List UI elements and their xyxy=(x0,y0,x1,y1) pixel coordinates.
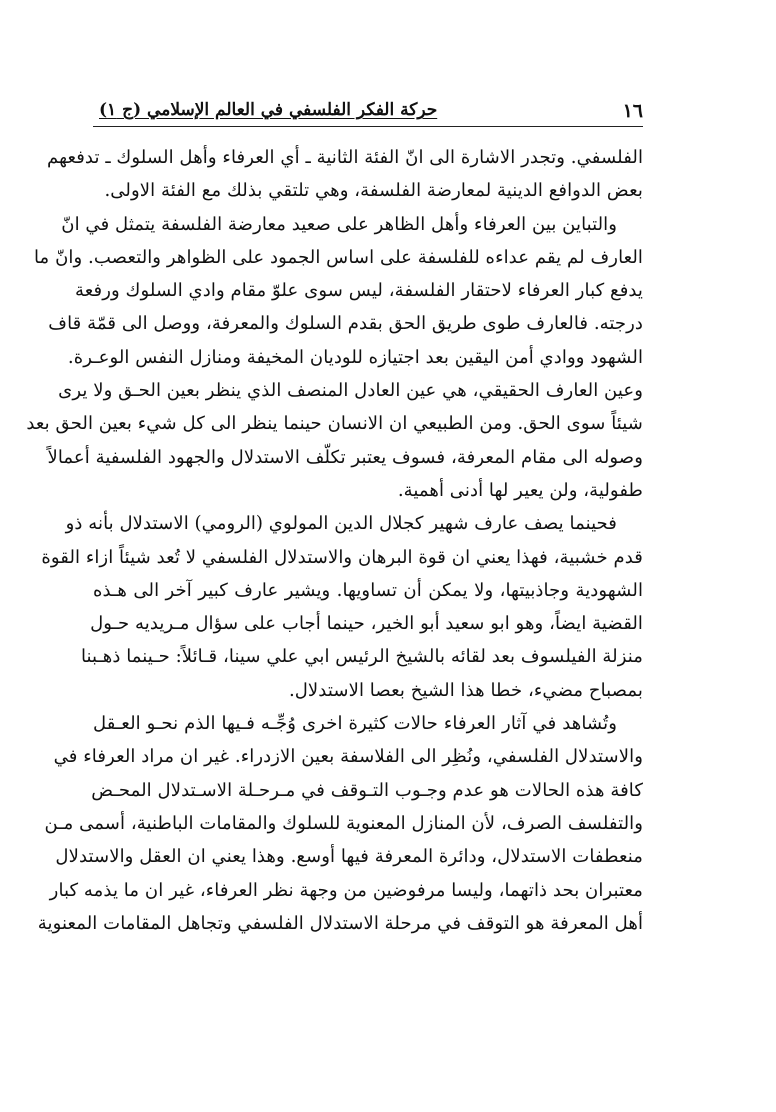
page-number: ١٦ xyxy=(622,100,643,122)
text-line: أهل المعرفة هو التوقف في مرحلة الاستدلال الفلسفي وتجاهل المقامات المعنوية xyxy=(37,912,643,934)
body-text xyxy=(26,141,643,940)
text-line: منزلة الفيلسوف بعد لقائه بالشيخ الرئيس ابي علي سينا، قـائلاً: حـينما ذهـبنا xyxy=(80,646,643,668)
text-line: وصوله الى مقام المعرفة، فسوف يعتبر تكلّف الاستدلال والجهود الفلسفية أعمالاً xyxy=(47,446,643,468)
text-line: الشهودية وجاذبيتها، ولا يمكن أن تساويها. ويشير عارف كبير آخر الى هـذه xyxy=(93,579,643,601)
text-line: منعطفات الاستدلال، ودائرة المعرفة فيها أوسع. وهذا يعني ان العقل والاستدلال xyxy=(55,846,643,868)
running-title: حركة الفكر الفلسفي في العالم الإسلامي (ج ١) xyxy=(99,100,438,120)
text-line: فحينما يصف عارف شهير كجلال الدين المولوي (الرومي) الاستدلال بأنه ذو xyxy=(65,513,617,535)
text-line: العارف لم يقم عداءه للفلسفة على اساس الجمود على الظواهر والتعصب. وانّ ما xyxy=(34,246,643,268)
book-page xyxy=(26,94,643,940)
text-line: قدم خشبية، فهذا يعني ان قوة البرهان والاستدلال الفلسفي لا تُعد شيئاً ازاء القوة xyxy=(41,546,643,568)
text-line: والاستدلال الفلسفي، ونُظِر الى الفلاسفة بعين الازدراء. غير ان مراد العرفاء في xyxy=(53,746,643,768)
text-line: القضية ايضاً، وهو ابو سعيد أبو الخير، حينما أجاب على سؤال مـريديه حـول xyxy=(90,613,643,635)
text-line: شيئاً سوى الحق. ومن الطبيعي ان الانسان حينما ينظر الى كل شيء بعين الحق بعد xyxy=(26,413,643,435)
paragraph xyxy=(46,141,643,208)
paragraph xyxy=(37,707,643,940)
text-line: الشهود ووادي أمن اليقين بعد اجتيازه للوديان المخيفة ومنازل النفس الوعـرة. xyxy=(67,346,643,368)
text-line: والتباين بين العرفاء وأهل الظاهر على صعيد معارضة الفلسفة يتمثل في انّ xyxy=(61,213,617,235)
text-line: وتُشاهد في آثار العرفاء حالات كثيرة اخرى وُجِّـه فـيها الذم نحـو العـقل xyxy=(93,713,617,735)
text-line: يدفع كبار العرفاء لاحتقار الفلسفة، ليس سوى علوّ مقام وادي السلوك ورفعة xyxy=(74,280,643,302)
text-line: والتفلسف الصرف، لأن المنازل المعنوية للسلوك والمقامات الباطنية، أسمى مـن xyxy=(44,812,643,834)
text-line: معتبران بحد ذاتهما، وليسا مرفوضين من وجهة نظر العرفاء، غير ان ما يذمه كبار xyxy=(49,879,643,901)
text-line: وعين العارف الحقيقي، هي عين العادل المنصف الذي ينظر بعين الحـق ولا يرى xyxy=(58,380,643,402)
paragraph xyxy=(41,507,643,707)
text-line: درجته. فالعارف طوى طريق الحق بقدم السلوك والمعرفة، ووصل الى قمّة قاف xyxy=(48,313,643,335)
text-line: كافة هذه الحالات هو عدم وجـوب التـوقف في مـرحـلة الاسـتدلال المحـض xyxy=(91,779,643,801)
running-header xyxy=(93,94,643,127)
text-line: طفولية، ولن يعير لها أدنى أهمية. xyxy=(397,479,643,501)
paragraph xyxy=(26,208,643,508)
text-line: بعض الدوافع الدينية لمعارضة الفلسفة، وهي تلتقي بذلك مع الفئة الاولى. xyxy=(104,180,643,202)
text-line: بمصباح مضيء، خطا هذا الشيخ بعصا الاستدلال. xyxy=(288,679,643,701)
text-line: الفلسفي. وتجدر الاشارة الى انّ الفئة الثانية ـ أي العرفاء وأهل السلوك ـ تدفعهم xyxy=(46,147,643,168)
